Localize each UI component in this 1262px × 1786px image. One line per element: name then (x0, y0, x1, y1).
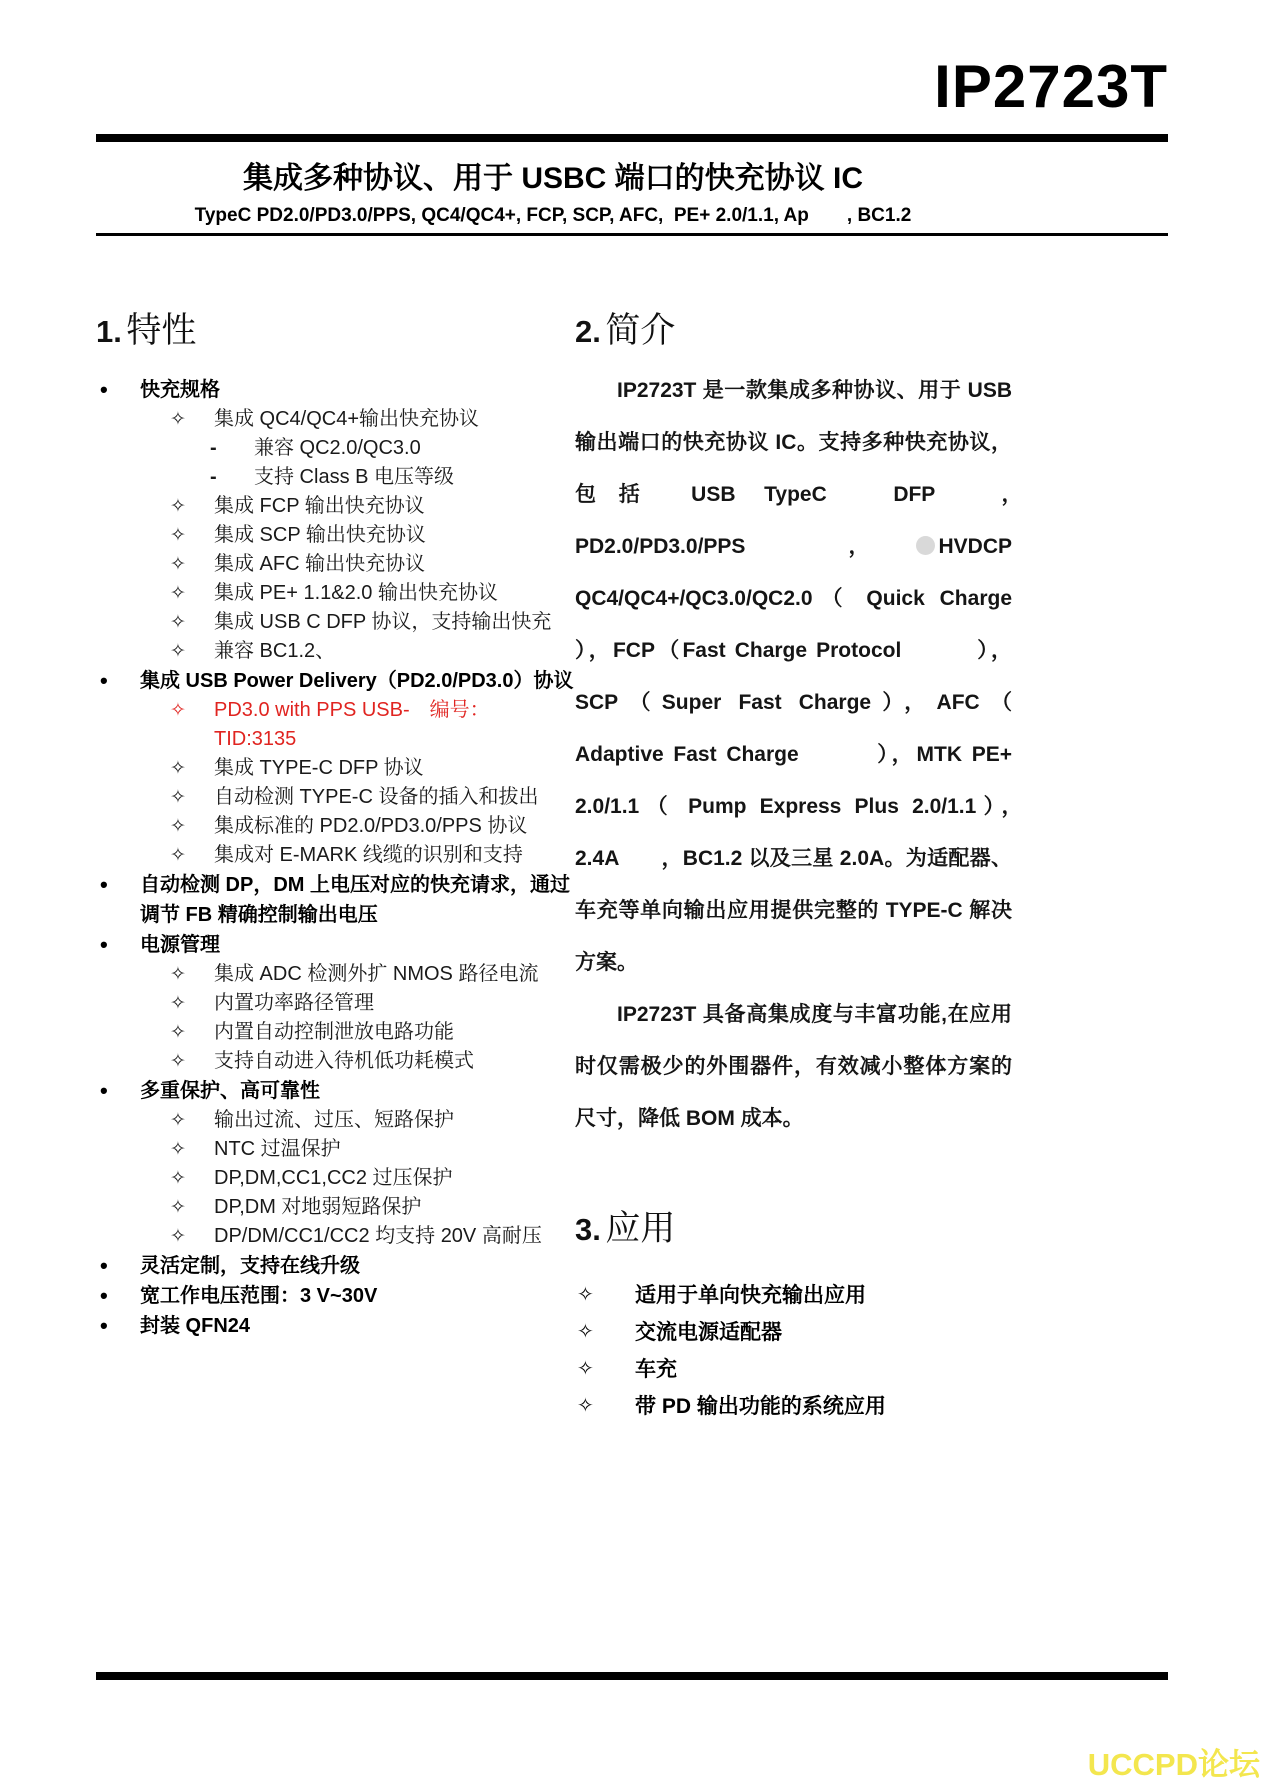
feature-text: DP,DM 对地弱短路保护 (214, 1196, 422, 1218)
diamond-icon: ✧ (170, 525, 186, 546)
feature-item (96, 870, 574, 930)
intro-paragraph-1 (575, 365, 1033, 989)
feature-item (96, 841, 574, 870)
diamond-icon: ✧ (170, 787, 186, 808)
diamond-icon: ✧ (170, 641, 186, 662)
feature-item (96, 492, 574, 521)
feature-item (96, 1281, 574, 1311)
section-number: 2. (575, 314, 601, 349)
feature-text: 集成 FCP 输出快充协议 (214, 495, 425, 517)
applications-heading (575, 1201, 1012, 1251)
doc-title: 集成多种协议、用于 USBC 端口的快充协议 IC (242, 162, 863, 195)
feature-text: 灵活定制，支持在线升级 (140, 1255, 360, 1277)
diamond-icon: ✧ (170, 993, 186, 1014)
diamond-icon: ✧ (170, 496, 186, 517)
feature-text: DP,DM,CC1,CC2 过压保护 (214, 1167, 453, 1189)
feature-text: 宽工作电压范围：3 V~30V (140, 1285, 378, 1307)
feature-text: 多重保护、高可靠性 (140, 1080, 320, 1102)
application-item (575, 1388, 1012, 1425)
feature-text: 支持自动进入待机低功耗模式 (214, 1050, 474, 1072)
feature-text: 集成 PE+ 1.1&2.0 输出快充协议 (214, 582, 498, 604)
feature-item (96, 1106, 574, 1135)
feature-text: 集成 USB C DFP 协议，支持输出快充 (214, 611, 552, 633)
diamond-icon: ✧ (170, 1022, 186, 1043)
feature-item (96, 754, 574, 783)
feature-item (96, 696, 574, 725)
feature-item (96, 666, 574, 696)
feature-text: 内置自动控制泄放电路功能 (214, 1021, 454, 1043)
feature-item (96, 1076, 574, 1106)
application-item (575, 1314, 1012, 1351)
diamond-icon: ✧ (170, 583, 186, 604)
feature-item (96, 579, 574, 608)
diamond-icon: ✧ (577, 1358, 594, 1380)
section-title: 应用 (605, 1209, 676, 1248)
feature-item (96, 1311, 574, 1341)
intro-text: IP2723T 是一款集成多种协议、用于 USB 输出端口的快充协议 IC。支持多种快充协议，包括 USB TypeC DFP ， PD2.0/PD3.0/PPS ， (575, 379, 1033, 558)
subtitle-rule (96, 233, 1168, 236)
section-title: 特性 (126, 311, 197, 350)
application-item (575, 1277, 1012, 1314)
feature-text: 兼容 QC2.0/QC3.0 (254, 437, 421, 459)
application-text: 适用于单向快充输出应用 (635, 1284, 866, 1307)
header-rule (96, 134, 1168, 142)
diamond-icon: ✧ (577, 1321, 594, 1343)
diamond-icon: ✧ (170, 612, 186, 633)
section-title: 简介 (605, 311, 676, 350)
intro-heading (575, 303, 1012, 353)
application-text: 车充 (635, 1358, 677, 1381)
diamond-icon: ✧ (170, 1197, 186, 1218)
diamond-icon: ✧ (170, 1226, 186, 1247)
feature-item (96, 930, 574, 960)
diamond-icon: ✧ (170, 816, 186, 837)
feature-text: 封装 QFN24 (140, 1315, 251, 1337)
feature-item (96, 1018, 574, 1047)
diamond-icon: ✧ (170, 1051, 186, 1072)
feature-item (96, 1135, 574, 1164)
intro-text: IP2723T 具备高集成度与丰富功能,在应用时仅需极少的外围器件，有效减小整体方案的尺寸，降低 BOM 成本。 (575, 1003, 1012, 1130)
feature-item (96, 434, 574, 463)
feature-text: 集成 TYPE-C DFP 协议 (214, 757, 424, 779)
feature-text: PD3.0 with PPS USB- 编号： (214, 699, 490, 721)
feature-text: 快充规格 (140, 379, 220, 401)
product-name: IP2723T (934, 53, 1168, 120)
footer-rule (96, 1672, 1168, 1680)
feature-item (96, 725, 574, 754)
diamond-icon: ✧ (170, 758, 186, 779)
feature-text: 集成 ADC 检测外扩 NMOS 路径电流 (214, 963, 539, 985)
bullet-icon: • (100, 872, 108, 897)
intro-paragraph-2 (575, 989, 1012, 1145)
diamond-icon: ✧ (170, 1168, 186, 1189)
diamond-icon: ✧ (170, 409, 186, 430)
feature-item (96, 637, 574, 666)
intro-section (575, 303, 1033, 1425)
feature-item (96, 1164, 574, 1193)
diamond-icon: ✧ (170, 845, 186, 866)
feature-item (96, 463, 574, 492)
diamond-icon: ✧ (577, 1395, 594, 1417)
feature-text: 自动检测 DP，DM 上电压对应的快充请求，通过调节 FB 精确控制输出电压 (140, 874, 570, 926)
diamond-icon: ✧ (170, 964, 186, 985)
feature-text: 自动检测 TYPE-C 设备的插入和拔出 (214, 786, 539, 808)
features-list (96, 375, 574, 1341)
bullet-icon: • (100, 1078, 108, 1103)
feature-text: 输出过流、过压、短路保护 (214, 1109, 454, 1131)
feature-item (96, 1251, 574, 1281)
application-item (575, 1351, 1012, 1388)
bullet-icon: • (100, 1253, 108, 1278)
features-heading (96, 303, 574, 353)
redaction-dot-icon (916, 536, 935, 555)
dash-icon: - (210, 466, 217, 488)
feature-item (96, 783, 574, 812)
bullet-icon: • (100, 1283, 108, 1308)
feature-item (96, 1193, 574, 1222)
bullet-icon: • (100, 932, 108, 957)
feature-item (96, 960, 574, 989)
feature-item (96, 1222, 574, 1251)
feature-item (96, 989, 574, 1018)
diamond-icon: ✧ (577, 1284, 594, 1306)
feature-text: 支持 Class B 电压等级 (254, 466, 455, 488)
feature-item (96, 375, 574, 405)
feature-text: 集成 SCP 输出快充协议 (214, 524, 426, 546)
applications-list (575, 1277, 1012, 1425)
section-number: 3. (575, 1212, 601, 1247)
feature-text: NTC 过温保护 (214, 1138, 341, 1160)
bullet-icon: • (100, 377, 108, 402)
doc-subtitle: TypeC PD2.0/PD3.0/PPS, QC4/QC4+, FCP, SCP, AFC, PE+ 2.0/1.1, Ap , BC1.2 (194, 205, 912, 226)
feature-item (96, 812, 574, 841)
features-section (96, 303, 574, 1341)
feature-text: 集成标准的 PD2.0/PD3.0/PPS 协议 (214, 815, 528, 837)
feature-text: DP/DM/CC1/CC2 均支持 20V 高耐压 (214, 1225, 542, 1247)
feature-text: 集成 USB Power Delivery（PD2.0/PD3.0）协议 (140, 670, 574, 692)
feature-text: 集成 QC4/QC4+输出快充协议 (214, 408, 480, 430)
feature-item (96, 521, 574, 550)
feature-text: 集成对 E-MARK 线缆的识别和支持 (214, 844, 523, 866)
feature-text: 兼容 BC1.2、 (214, 640, 336, 662)
section-number: 1. (96, 314, 122, 349)
watermark: UCCPD论坛 (1087, 1747, 1260, 1782)
diamond-icon: ✧ (170, 554, 186, 575)
feature-text: TID:3135 (214, 728, 297, 750)
application-text: 带 PD 输出功能的系统应用 (635, 1395, 886, 1418)
feature-item (96, 405, 574, 434)
feature-item (96, 1047, 574, 1076)
feature-text: 集成 AFC 输出快充协议 (214, 553, 426, 575)
dash-icon: - (210, 437, 217, 459)
feature-item (96, 608, 574, 637)
feature-item (96, 550, 574, 579)
bullet-icon: • (100, 668, 108, 693)
diamond-icon: ✧ (170, 700, 186, 721)
intro-text: HVDCP QC4/QC4+/QC3.0/QC2.0（ Quick Charge ），FCP（Fast Charge Protocol ），SCP（Super Fast Charge），AFC（ Adaptive Fast Charge ），MTK PE+ 2.0/1.1（ Pump Express Plus 2.0/1.1）， 2.4A ，BC1.2 以及三星 2.0A。为适配器、车充等单向输出应用提供完整的 TYPE-C 解决方案。 (575, 535, 1033, 974)
diamond-icon: ✧ (170, 1139, 186, 1160)
application-text: 交流电源适配器 (635, 1321, 782, 1344)
feature-text: 内置功率路径管理 (214, 992, 374, 1014)
diamond-icon: ✧ (170, 1110, 186, 1131)
bullet-icon: • (100, 1313, 108, 1338)
feature-text: 电源管理 (140, 934, 220, 956)
